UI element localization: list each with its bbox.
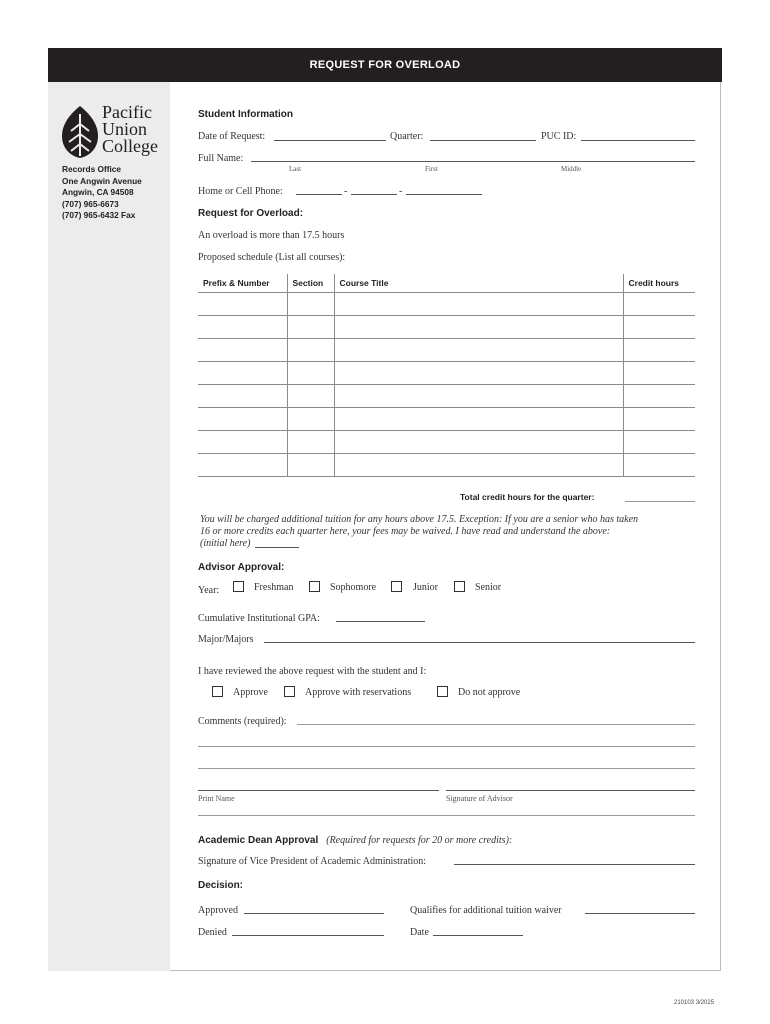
decision-date-label: Date — [410, 927, 429, 938]
advisor-heading: Advisor Approval: — [198, 562, 285, 573]
credit-cell[interactable] — [623, 408, 695, 431]
gpa-field[interactable] — [336, 621, 425, 622]
table-row — [198, 454, 695, 477]
approve-with-reservations-label: Approve with reservations — [305, 687, 412, 698]
total-credit-label: Total credit hours for the quarter: — [460, 492, 595, 502]
do-not-approve-label: Do not approve — [458, 687, 521, 698]
puc-id-field[interactable] — [581, 140, 695, 141]
approve-checkbox[interactable] — [212, 686, 223, 697]
quarter-field[interactable] — [430, 140, 536, 141]
major-label: Major/Majors — [198, 634, 254, 645]
overload-definition: An overload is more than 17.5 hours — [198, 230, 345, 241]
course-table-header — [198, 274, 695, 293]
form-title: REQUEST FOR OVERLOAD — [48, 48, 722, 82]
title-cell[interactable] — [334, 316, 623, 339]
approved-field[interactable] — [244, 913, 384, 914]
table-row — [198, 293, 695, 316]
phone-separator-1: - — [344, 186, 348, 197]
do-not-approve-checkbox[interactable] — [437, 686, 448, 697]
prefix-cell[interactable] — [198, 454, 287, 477]
year-label: Year: — [198, 585, 220, 596]
logo-word-2: Union — [102, 119, 147, 139]
approve-label: Approve — [233, 687, 268, 698]
overload-heading: Request for Overload: — [198, 208, 304, 219]
phone-prefix-field[interactable] — [351, 194, 397, 195]
office-fax: (707) 965-6432 Fax — [62, 210, 136, 221]
phone-area-field[interactable] — [296, 194, 342, 195]
credit-cell[interactable] — [623, 362, 695, 385]
course-rows — [198, 293, 695, 477]
section-cell[interactable] — [287, 339, 334, 362]
table-row — [198, 408, 695, 431]
dean-approval-title: Academic Dean Approval — [198, 835, 319, 846]
comments-field-line-1[interactable] — [297, 724, 695, 725]
freshman-label: Freshman — [254, 582, 294, 593]
dean-approval-heading — [198, 830, 512, 848]
prefix-cell[interactable] — [198, 408, 287, 431]
prefix-cell[interactable] — [198, 431, 287, 454]
office-name: Records Office — [62, 164, 122, 174]
office-street: One Angwin Avenue — [62, 175, 142, 186]
logo-word-1: Pacific — [102, 102, 152, 122]
col-course-title: Course Title — [334, 274, 623, 293]
table-row — [198, 385, 695, 408]
print-name-caption: Print Name — [198, 794, 235, 803]
credit-cell[interactable] — [623, 293, 695, 316]
date-of-request-field[interactable] — [274, 140, 386, 141]
phone-label: Home or Cell Phone: — [198, 186, 283, 197]
comments-field-line-2[interactable] — [198, 746, 695, 747]
freshman-checkbox[interactable] — [233, 581, 244, 592]
section-cell[interactable] — [287, 362, 334, 385]
decision-date-field[interactable] — [433, 935, 523, 936]
gpa-label: Cumulative Institutional GPA: — [198, 613, 320, 624]
senior-label: Senior — [475, 582, 502, 593]
vp-signature-field[interactable] — [454, 864, 695, 865]
junior-label: Junior — [413, 582, 438, 593]
col-prefix-number: Prefix & Number — [198, 274, 287, 293]
title-cell[interactable] — [334, 454, 623, 477]
section-cell[interactable] — [287, 454, 334, 477]
date-of-request-label: Date of Request: — [198, 131, 266, 142]
table-row — [198, 362, 695, 385]
section-cell[interactable] — [287, 316, 334, 339]
major-field[interactable] — [264, 642, 695, 643]
sophomore-checkbox[interactable] — [309, 581, 320, 592]
course-table — [198, 274, 695, 477]
comments-label: Comments (required): — [198, 716, 287, 727]
prefix-cell[interactable] — [198, 293, 287, 316]
tuition-notice-line-2: 16 or more credits each quarter here, your fees may be waived. I have read and understand the above: — [200, 526, 611, 537]
office-phone: (707) 965-6673 — [62, 198, 119, 209]
title-cell[interactable] — [334, 431, 623, 454]
section-cell[interactable] — [287, 385, 334, 408]
full-name-label: Full Name: — [198, 153, 244, 164]
sophomore-label: Sophomore — [330, 582, 377, 593]
schedule-label: Proposed schedule (List all courses): — [198, 252, 346, 263]
section-cell[interactable] — [287, 408, 334, 431]
last-name-caption: Last — [289, 165, 302, 173]
approved-label: Approved — [198, 905, 238, 916]
prefix-cell[interactable] — [198, 385, 287, 408]
section-cell[interactable] — [287, 431, 334, 454]
table-row — [198, 431, 695, 454]
senior-checkbox[interactable] — [454, 581, 465, 592]
dean-approval-note: (Required for requests for 20 or more credits): — [326, 835, 513, 846]
title-cell[interactable] — [334, 362, 623, 385]
credit-cell[interactable] — [623, 454, 695, 477]
title-cell[interactable] — [334, 385, 623, 408]
credit-cell[interactable] — [623, 385, 695, 408]
vp-signature-label: Signature of Vice President of Academic Administration: — [198, 856, 427, 867]
table-row — [198, 339, 695, 362]
col-section: Section — [287, 274, 334, 293]
phone-number-field[interactable] — [406, 194, 482, 195]
reviewed-label: I have reviewed the above request with the student and I: — [198, 666, 427, 677]
quarter-label: Quarter: — [390, 131, 424, 142]
prefix-cell[interactable] — [198, 339, 287, 362]
full-name-field[interactable] — [251, 161, 695, 162]
initial-here-field[interactable] — [255, 547, 299, 548]
title-cell[interactable] — [334, 339, 623, 362]
advisor-signature-field[interactable] — [446, 790, 695, 791]
prefix-cell[interactable] — [198, 316, 287, 339]
college-logo — [60, 104, 164, 160]
office-address — [62, 164, 142, 222]
total-credit-field[interactable] — [625, 501, 695, 502]
office-city: Angwin, CA 94508 — [62, 187, 134, 198]
prefix-cell[interactable] — [198, 362, 287, 385]
section-cell[interactable] — [287, 293, 334, 316]
tree-leaf-icon — [60, 104, 100, 160]
middle-name-caption: Middle — [561, 165, 582, 173]
tuition-waiver-label: Qualifies for additional tuition waiver — [410, 905, 562, 916]
table-row — [198, 316, 695, 339]
tuition-notice — [200, 514, 638, 550]
decision-heading: Decision: — [198, 880, 244, 891]
advisor-signature-caption: Signature of Advisor — [446, 794, 513, 803]
puc-id-label: PUC ID: — [541, 131, 577, 142]
title-cell[interactable] — [334, 408, 623, 431]
form-code: 210103 3/2025 — [674, 1000, 715, 1006]
initial-here-label: (initial here) — [200, 538, 251, 549]
section-divider — [198, 815, 695, 816]
comments-field-line-3[interactable] — [198, 768, 695, 769]
col-credit-hours: Credit hours — [623, 274, 695, 293]
credit-cell[interactable] — [623, 316, 695, 339]
denied-field[interactable] — [232, 935, 384, 936]
print-name-field[interactable] — [198, 790, 439, 791]
tuition-notice-line-3 — [200, 538, 638, 550]
tuition-waiver-field[interactable] — [585, 913, 695, 914]
student-info-heading: Student Information — [198, 109, 293, 120]
approve-with-reservations-checkbox[interactable] — [284, 686, 295, 697]
phone-separator-2: - — [399, 186, 403, 197]
denied-label: Denied — [198, 927, 227, 938]
credit-cell[interactable] — [623, 339, 695, 362]
first-name-caption: First — [425, 165, 438, 173]
title-cell[interactable] — [334, 293, 623, 316]
tuition-notice-line-1: You will be charged additional tuition for any hours above 17.5. Exception: If you are a senior who has taken — [200, 514, 639, 525]
credit-cell[interactable] — [623, 431, 695, 454]
junior-checkbox[interactable] — [391, 581, 402, 592]
logo-word-3: College — [102, 136, 158, 156]
